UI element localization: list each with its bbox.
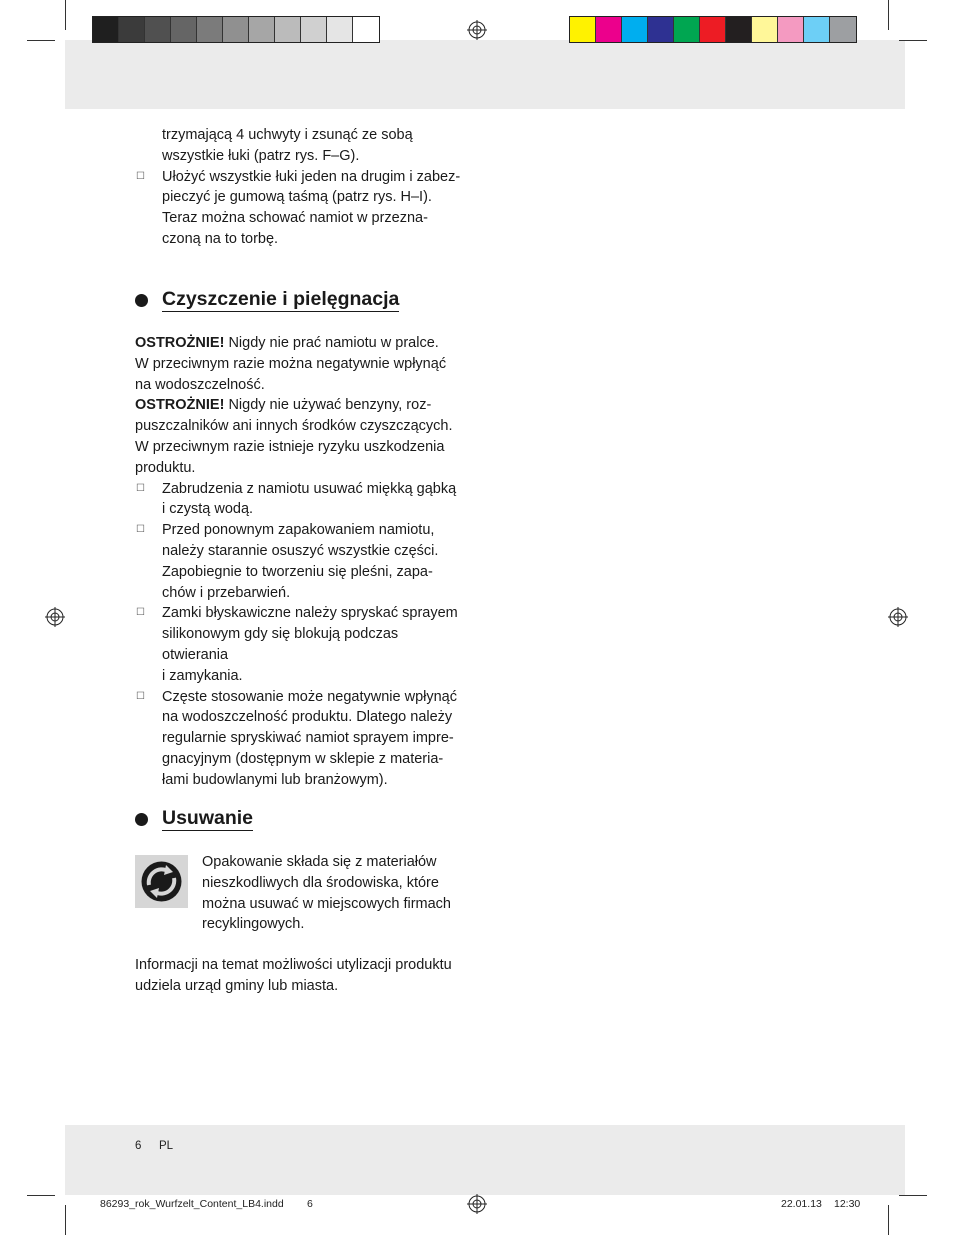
crop-mark bbox=[888, 0, 889, 30]
color-swatch bbox=[119, 17, 145, 42]
section-heading-cleaning bbox=[135, 288, 399, 312]
crop-mark bbox=[899, 1195, 927, 1196]
color-swatch bbox=[275, 17, 301, 42]
checkbox-bullet-icon: ☐ bbox=[136, 607, 145, 619]
color-swatch bbox=[197, 17, 223, 42]
intro-text: trzymającą 4 uchwyty i zsunąć ze sobą wszystkie łuki (patrz rys. F–G). bbox=[162, 127, 413, 164]
list-item: ☐ Ułożyć wszystkie łuki jeden na drugim i zabez- pieczyć je gumową taśmą (patrz rys. H–I). Teraz można schować namiot w przezna- czoną na to torbę. bbox=[136, 168, 461, 247]
color-swatch bbox=[804, 17, 830, 42]
color-swatch bbox=[622, 17, 648, 42]
file-page: 6 bbox=[307, 1198, 313, 1210]
top-band bbox=[65, 40, 905, 109]
print-time: 12:30 bbox=[834, 1198, 861, 1210]
color-swatch bbox=[353, 17, 379, 42]
color-swatch bbox=[145, 17, 171, 42]
color-swatch bbox=[596, 17, 622, 42]
color-swatch bbox=[570, 17, 596, 42]
checkbox-bullet-icon: ☐ bbox=[136, 524, 145, 536]
list-item: ☐ Zamki błyskawiczne należy spryskać sprayem silikonowym gdy się blokują podczas otwierania i zamykania. bbox=[136, 605, 458, 684]
print-date: 22.01.13 bbox=[781, 1198, 822, 1210]
crop-mark bbox=[27, 1195, 55, 1196]
intro-block bbox=[135, 125, 465, 250]
caution-paragraph: OSTROŻNIE! Nigdy nie prać namiotu w pralce. W przeciwnym razie można negatywnie wpłynąć na wodoszczelność. OSTROŻNIE! Nigdy nie używać benzyny, roz- puszczalników ani innych środków czyszczących. W przeciwnym razie istnieje ryzyku uszkodzenia produktu. bbox=[135, 335, 453, 476]
crop-mark bbox=[27, 40, 55, 41]
grayscale-color-bar bbox=[92, 16, 380, 43]
checkbox-bullet-icon: ☐ bbox=[136, 170, 145, 182]
color-swatch bbox=[752, 17, 778, 42]
color-swatch bbox=[648, 17, 674, 42]
heading-title: Usuwanie bbox=[162, 807, 254, 829]
crop-mark bbox=[65, 1205, 66, 1235]
registration-mark-icon bbox=[467, 1194, 487, 1214]
color-swatch bbox=[726, 17, 752, 42]
color-swatch bbox=[674, 17, 700, 42]
color-swatch bbox=[327, 17, 353, 42]
bullet-dot-icon bbox=[135, 294, 148, 307]
cleaning-block bbox=[135, 333, 465, 791]
green-dot-recycling-icon bbox=[135, 855, 188, 908]
registration-mark-icon bbox=[467, 20, 487, 40]
crop-mark bbox=[899, 40, 927, 41]
bullet-dot-icon bbox=[135, 813, 148, 826]
color-swatch bbox=[171, 17, 197, 42]
color-swatch bbox=[301, 17, 327, 42]
color-swatch bbox=[830, 17, 856, 42]
list-item: ☐ Zabrudzenia z namiotu usuwać miękką gąbką i czystą wodą. bbox=[136, 480, 457, 518]
section-heading-disposal bbox=[135, 807, 253, 831]
crop-mark bbox=[888, 1205, 889, 1235]
heading-title: Czyszczenie i pielęgnacja bbox=[162, 288, 400, 310]
language-code: PL bbox=[159, 1140, 174, 1152]
disposal-info-text: Informacji na temat możliwości utylizacji produktu udziela urząd gminy lub miasta. bbox=[135, 957, 452, 994]
bottom-band bbox=[65, 1125, 905, 1195]
page-number: 6 bbox=[135, 1140, 142, 1152]
color-swatch bbox=[249, 17, 275, 42]
color-swatch bbox=[700, 17, 726, 42]
packaging-text: Opakowanie składa się z materiałów nieszkodliwych dla środowiska, które można usuwać w miejscowych firmach recyklingowych. bbox=[202, 854, 451, 933]
checkbox-bullet-icon: ☐ bbox=[136, 482, 145, 494]
crop-mark bbox=[65, 0, 66, 30]
color-swatch bbox=[778, 17, 804, 42]
file-name: 86293_rok_Wurfzelt_Content_LB4.indd bbox=[100, 1198, 284, 1210]
checkbox-bullet-icon: ☐ bbox=[136, 690, 145, 702]
registration-mark-icon bbox=[888, 607, 908, 627]
list-item: ☐ Przed ponownym zapakowaniem namiotu, należy starannie osuszyć wszystkie części. Zapobiegnie to tworzeniu się pleśni, zapa- chów i przebarwień. bbox=[136, 522, 439, 601]
color-swatch bbox=[93, 17, 119, 42]
registration-mark-icon bbox=[45, 607, 65, 627]
list-item: ☐ Częste stosowanie może negatywnie wpłynąć na wodoszczelność produktu. Dlatego należy regularnie spryskiwać namiot sprayem impre- gnacyjnym (dostępnym w sklepie z materia- łami budowlanymi lub branżowym). bbox=[136, 688, 457, 788]
process-color-bar bbox=[569, 16, 857, 43]
color-swatch bbox=[223, 17, 249, 42]
